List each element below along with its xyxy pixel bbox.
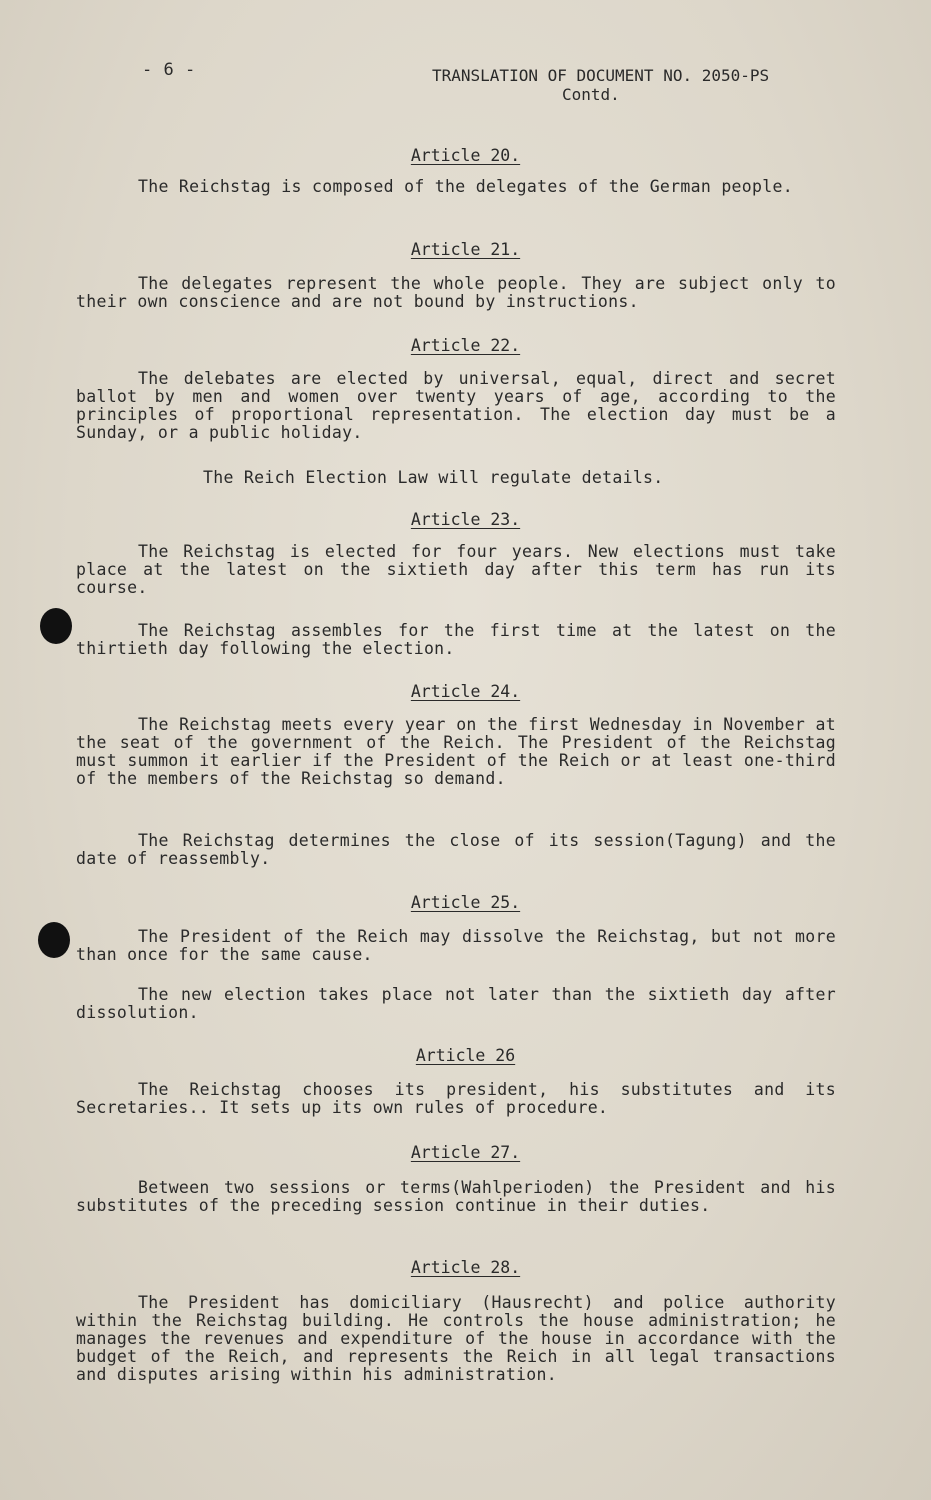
page-number: - 6 - [142,60,196,80]
article-paragraph: The Reichstag determines the close of its session(Tagung) and the date of reassembly. [76,831,836,868]
article-heading: Article 20. [410,146,521,165]
article-paragraph: The Reichstag is elected for four years. New elections must take place at the latest on the sixtieth day after this term has run its course. [76,542,836,597]
continued-label: Contd. [562,85,620,104]
punch-hole [40,608,72,644]
article-paragraph: The Reich Election Law will regulate details. [203,468,664,487]
article-paragraph: The President of the Reich may dissolve the Reichstag, but not more than once for the same cause. [76,927,836,964]
article-heading: Article 24. [410,682,521,701]
article-paragraph: The new election takes place not later than the sixtieth day after dissolution. [76,985,836,1022]
document-title: TRANSLATION OF DOCUMENT NO. 2050-PS [432,66,770,85]
article-paragraph: Between two sessions or terms(Wahlperioden) the President and his substitutes of the preceding session continue in their duties. [76,1178,836,1215]
article-heading: Article 27. [410,1143,521,1162]
article-paragraph: The Reichstag is composed of the delegates of the German people. [138,177,793,196]
article-paragraph: The delegates represent the whole people. They are subject only to their own conscience and are not bound by instructions. [76,274,836,311]
article-heading: Article 23. [410,510,521,529]
article-paragraph: The Reichstag assembles for the first time at the latest on the thirtieth day following the election. [76,621,836,658]
article-heading: Article 25. [410,893,521,912]
document-header [432,66,769,104]
punch-hole [38,922,70,958]
article-heading: Article 26 [415,1046,516,1065]
article-paragraph: The delebates are elected by universal, equal, direct and secret ballot by men and women over twenty years of age, according to the principles of proportional representation. The election day must be a Sunday, or a public holiday. [76,369,836,442]
article-paragraph: The Reichstag chooses its president, his substitutes and its Secretaries.. It sets up its own rules of procedure. [76,1080,836,1117]
article-paragraph: The President has domiciliary (Hausrecht) and police authority within the Reichstag building. He controls the house administration; he manages the revenues and expenditure of the house in accordance with the budget of the Reich, and represents the Reich in all legal transactions and disputes arising within his administration. [76,1293,836,1384]
article-heading: Article 28. [410,1258,521,1277]
article-heading: Article 21. [410,240,521,259]
article-heading: Article 22. [410,336,521,355]
article-paragraph: The Reichstag meets every year on the first Wednesday in November at the seat of the government of the Reich. The President of the Reichstag must summon it earlier if the President of the Reich or at least one-third of the members of the Reichstag so demand. [76,715,836,788]
